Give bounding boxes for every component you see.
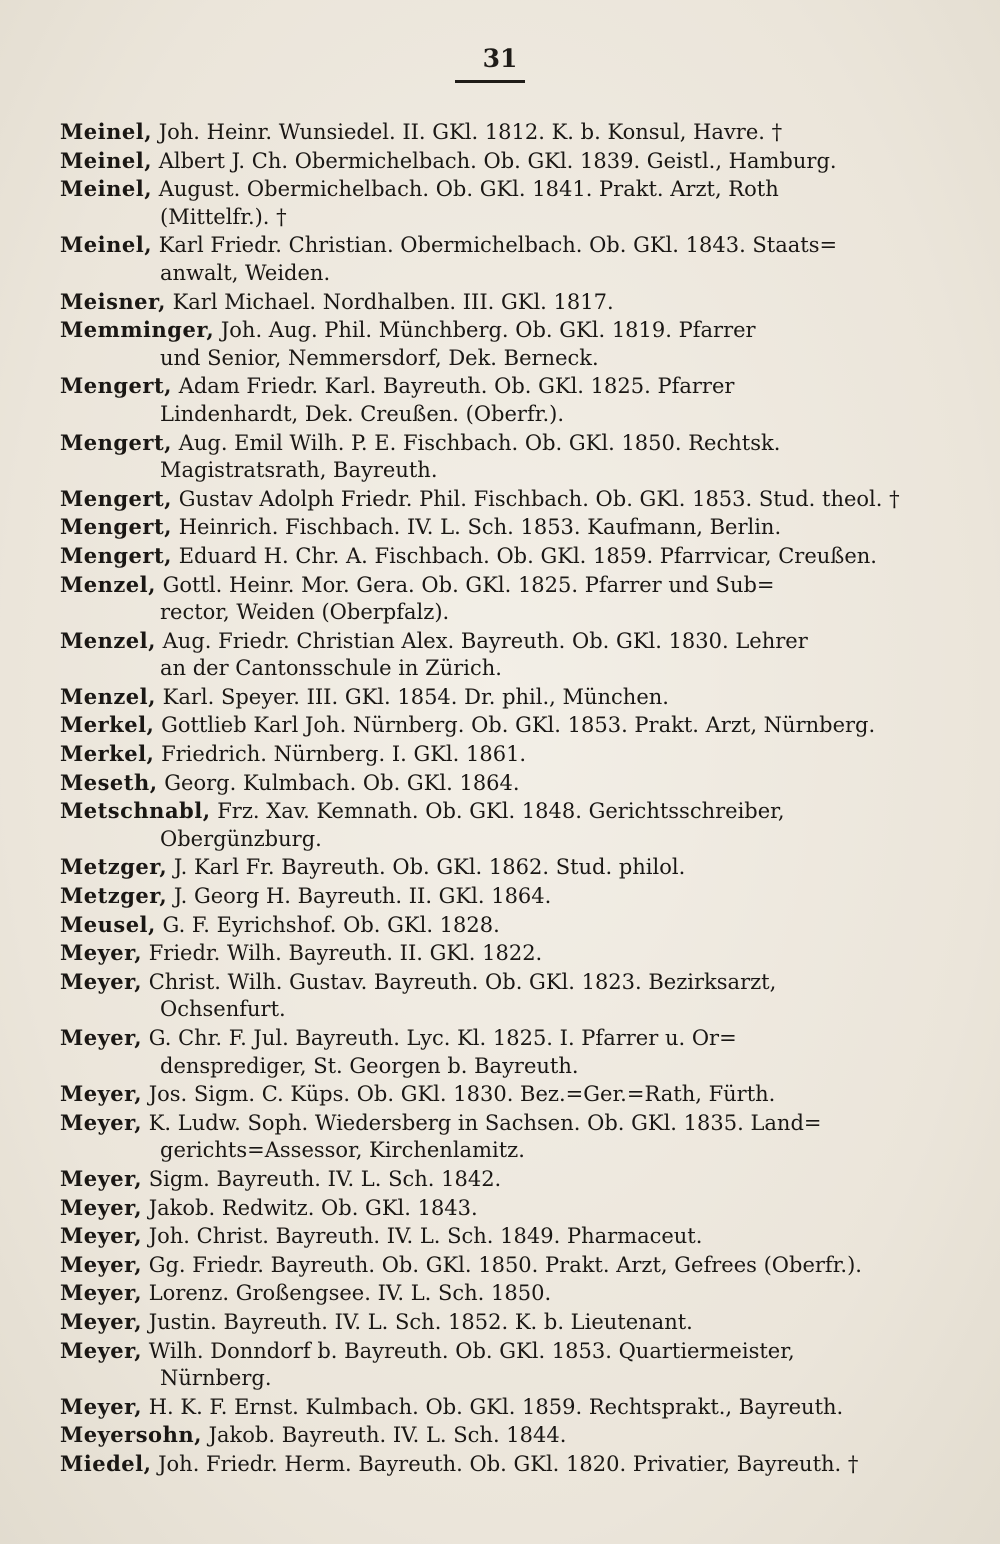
entry-text: Gottlieb Karl Joh. Nürnberg. Ob. GKl. 1853. Prakt. Arzt, Nürnberg.: [161, 713, 876, 738]
entry-surname: Meyer,: [60, 1280, 143, 1306]
entry-first-line: [60, 939, 932, 968]
page-number-rule: [455, 80, 525, 83]
entry-text: Eduard H. Chr. A. Fischbach. Ob. GKl. 1859. Pfarrvicar, Creußen.: [178, 543, 877, 568]
entry-first-line: [60, 1251, 932, 1280]
entry-surname: Meyer,: [60, 1081, 143, 1107]
entry-text: Georg. Kulmbach. Ob. GKl. 1864.: [164, 770, 520, 795]
register-entry: [60, 1109, 932, 1165]
entry-surname: Meyer,: [60, 968, 143, 994]
entry-first-line: [60, 316, 932, 345]
register-entry: [60, 316, 932, 372]
register-entry: [60, 571, 932, 627]
entry-first-line: [60, 853, 932, 882]
entry-surname: Meinel,: [60, 232, 153, 258]
entry-text: G. F. Eyrichshof. Ob. GKl. 1828.: [162, 912, 500, 937]
entry-continuation-line: [60, 1137, 932, 1165]
entry-text: Lindenhardt, Dek. Creußen. (Oberfr.).: [160, 401, 564, 426]
entry-first-line: [60, 740, 932, 769]
entry-text: Aug. Emil Wilh. P. E. Fischbach. Ob. GKl. 1850. Rechtsk.: [178, 430, 781, 455]
entry-first-line: [60, 627, 932, 656]
register-entries: [60, 118, 932, 1479]
entry-text: Karl Friedr. Christian. Obermichelbach. Ob. GKl. 1843. Staats=: [158, 233, 838, 258]
register-entry: [60, 1308, 932, 1337]
entry-text: Aug. Friedr. Christian Alex. Bayreuth. Ob. GKl. 1830. Lehrer: [162, 628, 808, 653]
entry-surname: Menzel,: [60, 571, 156, 597]
entry-text: August. Obermichelbach. Ob. GKl. 1841. Prakt. Arzt, Roth: [158, 177, 779, 202]
entry-text: J. Karl Fr. Bayreuth. Ob. GKl. 1862. Stud. philol.: [173, 855, 686, 880]
entry-text: Albert J. Ch. Obermichelbach. Ob. GKl. 1839. Geistl., Hamburg.: [158, 148, 837, 173]
entry-text: Christ. Wilh. Gustav. Bayreuth. Ob. GKl. 1823. Bezirksarzt,: [148, 969, 777, 994]
entry-first-line: [60, 1450, 932, 1479]
entry-surname: Mengert,: [60, 429, 172, 455]
page-number: 31: [482, 44, 518, 73]
entry-first-line: [60, 1024, 932, 1053]
entry-continuation-line: [60, 655, 932, 683]
entry-text: Joh. Friedr. Herm. Bayreuth. Ob. GKl. 1820. Privatier, Bayreuth. †: [158, 1451, 859, 1476]
register-entry: [60, 1165, 932, 1194]
entry-text: Jos. Sigm. C. Küps. Ob. GKl. 1830. Bez.=Ger.=Rath, Fürth.: [148, 1082, 776, 1107]
entry-surname: Meseth,: [60, 769, 158, 795]
entry-text: Wilh. Donndorf b. Bayreuth. Ob. GKl. 1853. Quartiermeister,: [148, 1338, 795, 1363]
entry-first-line: [60, 1194, 932, 1223]
entry-text: Adam Friedr. Karl. Bayreuth. Ob. GKl. 1825. Pfarrer: [178, 374, 735, 399]
entry-text: Jakob. Bayreuth. IV. L. Sch. 1844.: [208, 1423, 567, 1448]
register-entry: [60, 542, 932, 571]
entry-text: rector, Weiden (Oberpfalz).: [160, 600, 450, 625]
entry-first-line: [60, 1165, 932, 1194]
entry-first-line: [60, 147, 932, 176]
entry-text: Friedr. Wilh. Bayreuth. II. GKl. 1822.: [148, 941, 543, 966]
register-entry: [60, 147, 932, 176]
entry-surname: Metschnabl,: [60, 798, 211, 824]
entry-text: Joh. Aug. Phil. Münchberg. Ob. GKl. 1819. Pfarrer: [220, 318, 756, 343]
entry-text: (Mittelfr.). †: [160, 204, 287, 229]
entry-first-line: [60, 683, 932, 712]
register-entry: [60, 911, 932, 940]
entry-surname: Meyer,: [60, 1025, 143, 1050]
entry-surname: Mengert,: [60, 514, 172, 540]
entry-text: und Senior, Nemmersdorf, Dek. Berneck.: [160, 345, 599, 370]
entry-text: Magistratsrath, Bayreuth.: [160, 458, 438, 483]
entry-continuation-line: [60, 996, 932, 1024]
entry-first-line: [60, 1393, 932, 1422]
entry-surname: Memminger,: [60, 317, 215, 343]
entry-text: Ochsenfurt.: [160, 997, 286, 1022]
entry-text: Joh. Christ. Bayreuth. IV. L. Sch. 1849. Pharmaceut.: [148, 1224, 703, 1249]
register-entry: [60, 1080, 932, 1109]
register-entry: [60, 118, 932, 147]
register-entry: [60, 1279, 932, 1308]
entry-first-line: [60, 118, 932, 147]
register-entry: [60, 740, 932, 769]
entry-text: Friedrich. Nürnberg. I. GKl. 1861.: [161, 742, 527, 767]
register-entry: [60, 939, 932, 968]
entry-text: Lorenz. Großengsee. IV. L. Sch. 1850.: [148, 1281, 552, 1306]
entry-continuation-line: [60, 345, 932, 373]
register-entry: [60, 175, 932, 231]
entry-continuation-line: [60, 599, 932, 627]
entry-surname: Meinel,: [60, 119, 153, 144]
entry-text: Obergünzburg.: [160, 826, 322, 851]
entry-first-line: [60, 175, 932, 204]
entry-surname: Merkel,: [60, 741, 155, 767]
entry-surname: Meyersohn,: [60, 1422, 202, 1448]
entry-surname: Meyer,: [60, 1223, 143, 1249]
register-entry: [60, 853, 932, 882]
entry-continuation-line: [60, 1365, 932, 1393]
entry-first-line: [60, 372, 932, 401]
entry-first-line: [60, 911, 932, 940]
entry-surname: Miedel,: [60, 1450, 152, 1476]
entry-text: J. Georg H. Bayreuth. II. GKl. 1864.: [173, 884, 552, 909]
register-entry: [60, 711, 932, 740]
register-entry: [60, 1450, 932, 1479]
entry-first-line: [60, 542, 932, 571]
register-entry: [60, 231, 932, 287]
entry-first-line: [60, 968, 932, 997]
register-entry: [60, 769, 932, 798]
entry-text: G. Chr. F. Jul. Bayreuth. Lyc. Kl. 1825. I. Pfarrer u. Or=: [148, 1026, 737, 1050]
entry-surname: Mengert,: [60, 485, 172, 511]
register-entry: [60, 372, 932, 428]
entry-text: Karl. Speyer. III. GKl. 1854. Dr. phil., München.: [162, 684, 669, 709]
register-entry: [60, 1222, 932, 1251]
entry-first-line: [60, 1421, 932, 1450]
entry-first-line: [60, 1337, 932, 1366]
entry-text: Karl Michael. Nordhalben. III. GKl. 1817.: [172, 289, 614, 314]
register-entry: [60, 1393, 932, 1422]
entry-text: gerichts=Assessor, Kirchenlamitz.: [160, 1138, 525, 1163]
entry-surname: Metzger,: [60, 854, 168, 880]
register-entry: [60, 429, 932, 485]
register-entry: [60, 683, 932, 712]
entry-surname: Meyer,: [60, 1337, 143, 1363]
entry-continuation-line: [60, 826, 932, 854]
entry-text: K. Ludw. Soph. Wiedersberg in Sachsen. Ob. GKl. 1835. Land=: [148, 1110, 822, 1135]
entry-surname: Meusel,: [60, 911, 156, 937]
entry-text: Gottl. Heinr. Mor. Gera. Ob. GKl. 1825. Pfarrer und Sub=: [162, 572, 775, 597]
register-entry: [60, 1421, 932, 1450]
entry-first-line: [60, 769, 932, 798]
entry-surname: Meyer,: [60, 1308, 143, 1334]
register-entry: [60, 485, 932, 514]
entry-surname: Meyer,: [60, 1109, 143, 1135]
entry-first-line: [60, 1080, 932, 1109]
entry-surname: Meyer,: [60, 1251, 143, 1277]
entry-first-line: [60, 571, 932, 600]
entry-first-line: [60, 711, 932, 740]
entry-text: anwalt, Weiden.: [160, 260, 331, 285]
entry-surname: Meinel,: [60, 147, 153, 173]
register-entry: [60, 968, 932, 1024]
register-entry: [60, 1024, 932, 1080]
entry-surname: Meyer,: [60, 1165, 143, 1191]
entry-text: Gustav Adolph Friedr. Phil. Fischbach. Ob. GKl. 1853. Stud. theol. †: [178, 486, 900, 511]
entry-continuation-line: [60, 401, 932, 429]
entry-surname: Meinel,: [60, 176, 153, 202]
entry-continuation-line: [60, 204, 932, 232]
entry-surname: Meyer,: [60, 1393, 143, 1419]
entry-first-line: [60, 1308, 932, 1337]
register-entry: [60, 1194, 932, 1223]
entry-first-line: [60, 1109, 932, 1138]
entry-surname: Mengert,: [60, 373, 172, 399]
register-entry: [60, 288, 932, 317]
entry-text: an der Cantonsschule in Zürich.: [160, 656, 502, 681]
entry-surname: Mengert,: [60, 542, 172, 568]
entry-text: Jakob. Redwitz. Ob. GKl. 1843.: [148, 1195, 478, 1220]
entry-surname: Meyer,: [60, 940, 143, 966]
entry-text: H. K. F. Ernst. Kulmbach. Ob. GKl. 1859. Rechtsprakt., Bayreuth.: [148, 1394, 844, 1419]
entry-first-line: [60, 429, 932, 458]
register-entry: [60, 627, 932, 683]
register-entry: [60, 882, 932, 911]
entry-continuation-line: [60, 260, 932, 288]
entry-text: Joh. Heinr. Wunsiedel. II. GKl. 1812. K. b. Konsul, Havre. †: [158, 120, 783, 144]
entry-first-line: [60, 882, 932, 911]
entry-surname: Menzel,: [60, 627, 156, 653]
register-entry: [60, 513, 932, 542]
entry-first-line: [60, 485, 932, 514]
entry-text: Justin. Bayreuth. IV. L. Sch. 1852. K. b. Lieutenant.: [148, 1309, 693, 1334]
entry-surname: Merkel,: [60, 712, 155, 738]
entry-continuation-line: [60, 457, 932, 485]
entry-surname: Meyer,: [60, 1194, 143, 1220]
entry-text: densprediger, St. Georgen b. Bayreuth.: [160, 1053, 579, 1078]
entry-continuation-line: [60, 1053, 932, 1081]
register-entry: [60, 797, 932, 853]
register-entry: [60, 1251, 932, 1280]
register-entry: [60, 1337, 932, 1393]
entry-text: Gg. Friedr. Bayreuth. Ob. GKl. 1850. Prakt. Arzt, Gefrees (Oberfr.).: [148, 1252, 862, 1277]
entry-surname: Meisner,: [60, 288, 166, 314]
entry-surname: Menzel,: [60, 683, 156, 709]
entry-first-line: [60, 797, 932, 826]
entry-first-line: [60, 1222, 932, 1251]
entry-surname: Metzger,: [60, 883, 168, 909]
entry-first-line: [60, 513, 932, 542]
entry-first-line: [60, 231, 932, 260]
entry-first-line: [60, 288, 932, 317]
entry-first-line: [60, 1279, 932, 1308]
entry-text: Frz. Xav. Kemnath. Ob. GKl. 1848. Gerichtsschreiber,: [217, 799, 785, 824]
entry-text: Nürnberg.: [160, 1366, 272, 1391]
entry-text: Sigm. Bayreuth. IV. L. Sch. 1842.: [148, 1166, 502, 1191]
entry-text: Heinrich. Fischbach. IV. L. Sch. 1853. Kaufmann, Berlin.: [178, 515, 782, 540]
